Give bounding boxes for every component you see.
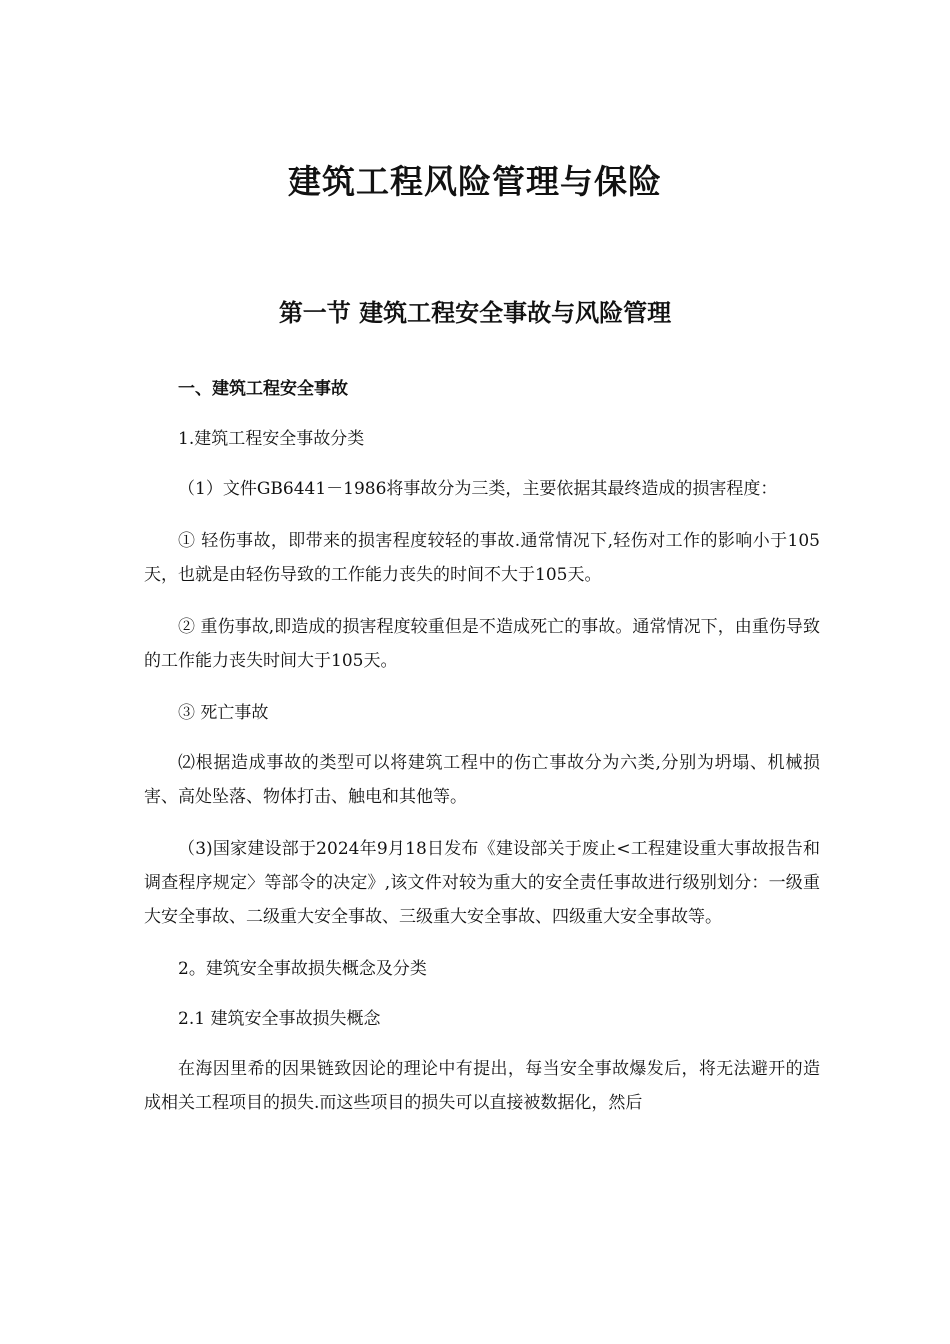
section-title: 第一节 建筑工程安全事故与风险管理 — [278, 298, 672, 327]
paragraph: ③ 死亡事故 — [178, 703, 269, 723]
paragraph: ① 轻伤事故，即带来的损害程度较轻的事故.通常情况下,轻伤对工作的影响小于105天，也就是由轻伤导致的工作能力丧失的时间不大于105天。 — [144, 531, 820, 585]
paragraph: ⑵根据造成事故的类型可以将建筑工程中的伤亡事故分为六类,分别为坍塌、机械损害、高处坠落、物体打击、触电和其他等。 — [144, 753, 820, 807]
paragraph: （1）文件GB6441－1986将事故分为三类，主要依据其最终造成的损害程度： — [178, 479, 778, 499]
paragraph: ② 重伤事故,即造成的损害程度较重但是不造成死亡的事故。通常情况下，由重伤导致的工作能力丧失时间大于105天。 — [144, 617, 820, 671]
subheading-loss-classification: 2。建筑安全事故损失概念及分类 — [178, 959, 427, 979]
subheading-accident-classification: 1.建筑工程安全事故分类 — [178, 429, 365, 449]
heading-safety-accidents: 一、建筑工程安全事故 — [178, 379, 348, 399]
document-body — [144, 372, 820, 1138]
paragraph: （3)国家建设部于2024年9月18日发布《建设部关于废止<工程建设重大事故报告和调查程序规定〉等部令的决定》,该文件对较为重大的安全责任事故进行级别划分：一级重大安全事故、二级重大安全事故、三级重大安全事故、四级重大安全事故等。 — [144, 839, 820, 927]
subheading-loss-concept: 2.1 建筑安全事故损失概念 — [178, 1009, 381, 1029]
document-title: 建筑工程风险管理与保险 — [288, 162, 662, 201]
paragraph: 在海因里希的因果链致因论的理论中有提出，每当安全事故爆发后，将无法避开的造成相关工程项目的损失.而这些项目的损失可以直接被数据化，然后 — [144, 1059, 820, 1113]
